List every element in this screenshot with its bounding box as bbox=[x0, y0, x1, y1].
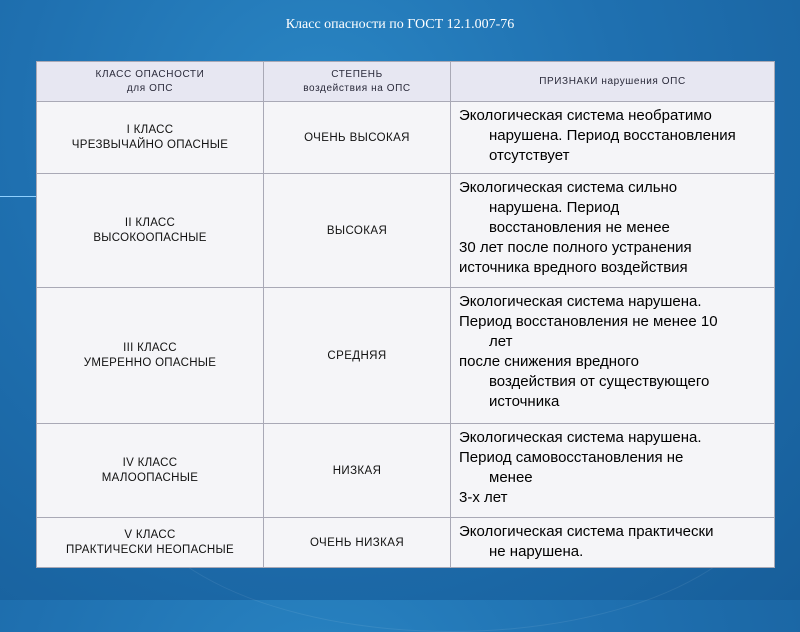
feature-paragraph: Экологическая система нарушена. bbox=[459, 429, 702, 446]
impact-degree-cell: НИЗКАЯ bbox=[264, 424, 451, 518]
table-row bbox=[37, 288, 775, 424]
class-number: IV КЛАСС bbox=[122, 456, 178, 469]
feature-paragraph: Экологическая система практически не нарушена. bbox=[459, 523, 714, 560]
class-number: II КЛАСС bbox=[124, 216, 176, 229]
class-description: УМЕРЕННО ОПАСНЫЕ bbox=[83, 356, 217, 369]
hazard-class-cell bbox=[37, 102, 264, 174]
feature-paragraph: Период самовосстановления не менее bbox=[459, 449, 684, 486]
table-row bbox=[37, 424, 775, 518]
impact-degree-cell: СРЕДНЯЯ bbox=[264, 288, 451, 424]
header-line: ПРИЗНАКИ нарушения ОПС bbox=[539, 75, 686, 87]
header-hazard-class bbox=[37, 62, 264, 102]
feature-paragraph: Период восстановления не менее 10 лет bbox=[459, 313, 718, 350]
violation-signs-cell bbox=[451, 174, 775, 288]
impact-degree-cell: ОЧЕНЬ НИЗКАЯ bbox=[264, 518, 451, 568]
feature-paragraph: 3-х лет bbox=[459, 489, 508, 506]
decorative-line bbox=[0, 196, 36, 197]
table-header-row bbox=[37, 62, 775, 102]
table-row bbox=[37, 174, 775, 288]
class-description: ПРАКТИЧЕСКИ НЕОПАСНЫЕ bbox=[66, 543, 234, 556]
feature-paragraph: Экологическая система сильно нарушена. Период восстановления не менее bbox=[459, 179, 678, 236]
feature-paragraph: после снижения вредного воздействия от существующего источника bbox=[459, 353, 710, 410]
class-description: МАЛООПАСНЫЕ bbox=[101, 471, 199, 484]
feature-paragraph: Экологическая система нарушена. bbox=[459, 293, 702, 310]
header-line: воздействия на ОПС bbox=[303, 82, 411, 94]
hazard-class-cell bbox=[37, 288, 264, 424]
class-number: V КЛАСС bbox=[124, 528, 176, 541]
class-description: ВЫСОКООПАСНЫЕ bbox=[93, 231, 207, 244]
header-line: СТЕПЕНЬ bbox=[331, 68, 383, 80]
header-violation-signs bbox=[451, 62, 775, 102]
table-row bbox=[37, 102, 775, 174]
feature-paragraph: Экологическая система необратимо нарушена. Период восстановления отсутствует bbox=[459, 107, 736, 164]
violation-signs-cell bbox=[451, 102, 775, 174]
hazard-class-cell bbox=[37, 518, 264, 568]
feature-paragraph: 30 лет после полного устранения bbox=[459, 239, 692, 256]
header-impact-degree bbox=[264, 62, 451, 102]
header-line: КЛАСС ОПАСНОСТИ bbox=[95, 68, 205, 80]
table-row bbox=[37, 518, 775, 568]
violation-signs-cell bbox=[451, 518, 775, 568]
class-description: ЧРЕЗВЫЧАЙНО ОПАСНЫЕ bbox=[71, 138, 229, 151]
hazard-class-cell bbox=[37, 424, 264, 518]
slide-title: Класс опасности по ГОСТ 12.1.007-76 bbox=[285, 17, 515, 32]
hazard-class-table bbox=[36, 61, 775, 568]
impact-degree-cell: ОЧЕНЬ ВЫСОКАЯ bbox=[264, 102, 451, 174]
class-number: III КЛАСС bbox=[123, 341, 177, 354]
hazard-class-cell bbox=[37, 174, 264, 288]
violation-signs-cell bbox=[451, 424, 775, 518]
feature-paragraph: источника вредного воздействия bbox=[459, 259, 688, 276]
header-line: для ОПС bbox=[126, 82, 174, 94]
class-number: I КЛАСС bbox=[126, 123, 174, 136]
impact-degree-cell: ВЫСОКАЯ bbox=[264, 174, 451, 288]
violation-signs-cell bbox=[451, 288, 775, 424]
